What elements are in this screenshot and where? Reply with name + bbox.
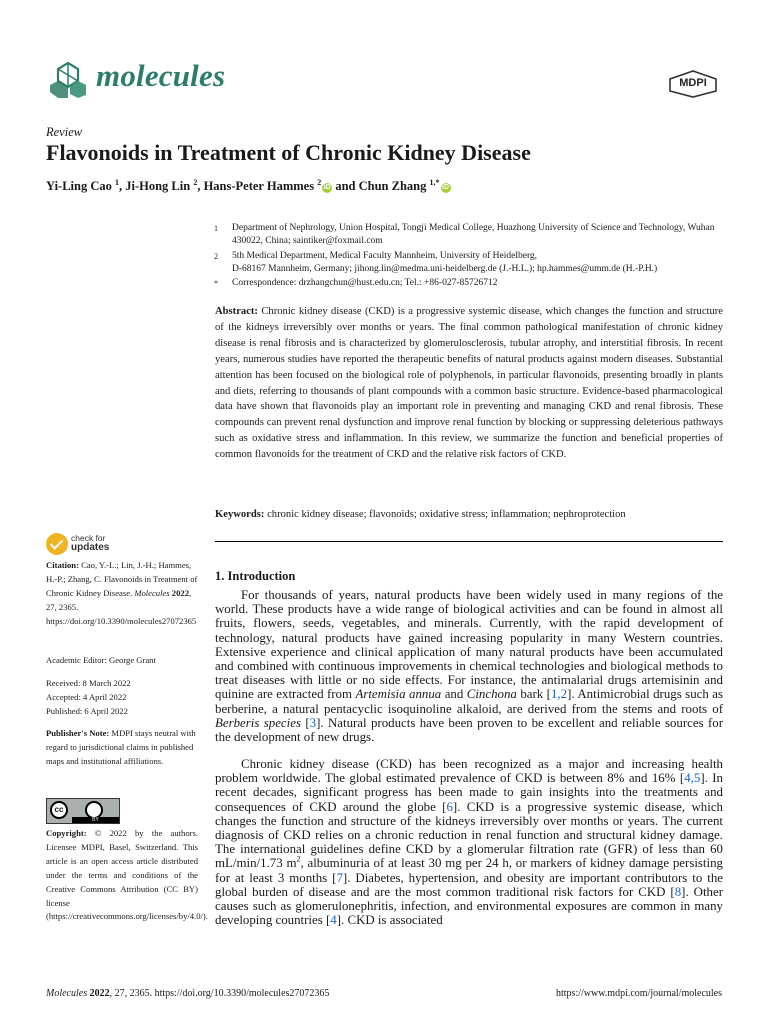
affiliation-text: 5th Medical Department, Medical Faculty Mannheim, University of Heidelberg, <box>232 251 538 261</box>
citation-doi[interactable]: , 27, 2365. https://doi.org/10.3390/molecules27072365 <box>46 587 197 626</box>
check-updates-label-2: updates <box>71 542 110 553</box>
copyright-text: © 2022 by the authors. Licensee MDPI, Basel, Switzerland. This article is an open access article distributed under the terms and conditions of the Creative Commons Attribution (CC BY) license (https://creativecommons.org/licenses/by/4.0/). <box>46 828 208 922</box>
footer-year: 2022 <box>89 988 110 999</box>
author-name[interactable]: Chun Zhang <box>358 179 427 193</box>
copyright-label: Copyright: <box>46 828 87 838</box>
paragraph-text: and <box>441 687 467 702</box>
cc-by-license-badge[interactable] <box>46 798 120 824</box>
received-date: Received: 8 March 2022 <box>46 678 131 688</box>
author-affiliation-mark: 1,* <box>429 177 440 187</box>
abstract-text: Chronic kidney disease (CKD) is a progressive systemic disease, which changes the function and structure of the kidneys irreversibly over months or years. The final common pathological manifestation of chronic kidney disease is renal fibrosis and is characterized by glomerulosclerosis, tubular atrophy, and interstitial fibrosis. In recent years, numerous studies have reported the therapeutic benefits of natural products against modern diseases. Substantial attention has been focused on the biological role of polyphenols, in particular flavonoids, presenting broadly in plants and diets, referring to thousands of plant compounds with a common basic structure. Evidence-based pharmacological data have shown that flavonoids play an important role in preventing and managing CKD and renal fibrosis. These compounds can prevent renal dysfunction and improve renal function by blocking or suppressing deleterious pathways such as oxidative stress and inflammation. In this review, we summarize the function and beneficial properties of common flavonoids for the treatment of CKD and the relative risk factors of CKD. <box>215 306 723 461</box>
publisher-name: MDPI <box>679 77 707 89</box>
author-affiliation-mark: 1 <box>115 177 119 187</box>
correspondence-text: Correspondence: drzhangchun@hust.edu.cn; Tel.: +86-027-85726712 <box>232 278 498 288</box>
journal-logo-icon <box>46 60 90 100</box>
cc-icon: cc <box>50 801 68 819</box>
check-updates-icon <box>46 533 68 555</box>
reference-link[interactable]: 4 <box>330 913 337 928</box>
citation <box>46 559 198 629</box>
paragraph-text: ]. CKD is a progressive systemic disease, which changes the function and structure of the kidneys irreversibly over months or years. The current diagnosis of CKD relies on a chronic reduction in renal function and structural kidney damage. The international guidelines define CKD by a glomerular filtration rate (GFR) of less than 60 mL/min/1.73 m <box>215 799 723 871</box>
abstract <box>215 304 723 463</box>
species-name: Berberis species <box>215 715 301 730</box>
author-list: Yi-Ling Cao $^1$, Ji-Hong Lin $^2$, Hans-Peter Hammes $^2$iD and Chun Zhang $^{1,*}$iD <box>46 177 449 193</box>
article-type: Review <box>46 125 83 139</box>
paragraph-text: ]. Natural products have been proven to be excellent and reliable sources for the development of new drugs. <box>215 715 724 745</box>
reference-link[interactable]: 8 <box>674 884 682 899</box>
abstract-label: Abstract: <box>215 306 258 317</box>
reference-link[interactable]: 6 <box>446 799 453 814</box>
orcid-icon[interactable]: iD <box>323 184 331 191</box>
keywords <box>215 509 723 520</box>
author-affiliation-mark: 2 <box>317 177 322 187</box>
paragraph-text: ]. Other causes such as glomerulonephritis, infection, and environmental exposures are common in many developing countries [ <box>215 884 723 928</box>
published-date: Published: 6 April 2022 <box>46 706 128 716</box>
paragraph-text: ]. Diabetes, hypertension, and obesity are important contributors to the global burden of disease and are the most common traditional risk factors for CKD [ <box>215 870 723 899</box>
publishers-note-text: MDPI stays neutral with regard to jurisdictional claims in published maps and institutional affiliations. <box>46 728 196 766</box>
author-affiliation-mark: 2 <box>193 177 198 187</box>
footer-doi[interactable]: , 27, 2365. https://doi.org/10.3390/molecules27072365 <box>109 988 330 999</box>
author-name[interactable]: Hans-Peter Hammes <box>203 179 315 193</box>
divider <box>215 541 723 542</box>
reference-link[interactable]: 4,5 <box>684 771 701 786</box>
citation-journal: Molecules <box>134 587 170 598</box>
citation-label: Citation: <box>46 560 79 570</box>
species-name: Artemisia annua <box>355 687 442 702</box>
keywords-text: chronic kidney disease; flavonoids; oxidative stress; inflammation; nephroprotection <box>267 509 626 520</box>
reference-link[interactable]: 7 <box>336 870 343 885</box>
paragraph-text: Chronic kidney disease (CKD) has been recognized as a major and increasing health problem worldwide. The global estimated prevalence of CKD is between 8% and 16% [ <box>215 757 723 786</box>
paragraph-text: ]. In recent decades, significant progress has been made to gain insights into the treatments and consequences of CKD around the globe [ <box>215 771 723 814</box>
footer-journal-url[interactable]: https://www.mdpi.com/journal/molecules <box>556 988 722 999</box>
reference-link[interactable]: 1,2 <box>550 687 568 702</box>
citation-year: 2022 <box>171 587 189 598</box>
paragraph-text: ]. Antimicrobial drugs such as berberine, a natural pentacyclic isoquinoline alkaloid, are derived from the stems and roots of <box>215 687 723 716</box>
keywords-label: Keywords: <box>215 509 265 520</box>
check-for-updates-button[interactable] <box>46 533 146 557</box>
by-label: BY <box>72 817 119 823</box>
paragraph-text: For thousands of years, natural products have been widely used in many regions of the world. These products have a wide range of biological activities and can be found in almost all fruits, flowers, seeds, vegetables, and minerals. Currently, with the rapid development of technology, natural products have gained increasing popularity in many Western countries. Extensive experience and clinical application of many natural products have been accumulated and combined with continuous improvements in chemical technologies and biological methods to treat diseases with little or no side effects. For instance, the antimalarial drugs artemisinin and quinine are extracted from <box>215 588 723 702</box>
orcid-icon[interactable]: iD <box>442 184 449 191</box>
paragraph-text: , albuminuria of at least 30 mg per 24 h, or markers of kidney damage persisting for at least 3 months [ <box>215 856 723 885</box>
academic-editor: Academic Editor: George Grant <box>46 655 156 665</box>
species-name: Cinchona <box>466 687 517 702</box>
superscript: 2 <box>296 855 301 865</box>
journal-name: molecules <box>96 58 226 93</box>
citation-text: Cao, Y.-L.; Lin, J.-H.; Hammes, H.-P.; Zhang, C. Flavonoids in Treatment of Chronic Kidney Disease. <box>46 560 198 598</box>
footer-journal: Molecules <box>46 988 88 999</box>
author-name[interactable]: Yi-Ling Cao <box>46 179 112 193</box>
check-updates-label-1: check for <box>71 533 106 543</box>
accepted-date: Accepted: 4 April 2022 <box>46 692 127 702</box>
footer-citation <box>46 988 329 999</box>
affiliation-mark: 1 <box>214 224 218 233</box>
copyright <box>46 827 208 924</box>
affiliation-text: Department of Nephrology, Union Hospital, Tongji Medical College, Huazhong University of Science and Technology, Wuhan 430022, China; saintiker@foxmail.com <box>232 223 715 246</box>
publishers-note <box>46 727 198 769</box>
paragraph-text: [ <box>300 715 310 730</box>
affiliation-mark: * <box>214 279 218 288</box>
paragraph-1 <box>215 588 723 744</box>
article-title: Flavonoids in Treatment of Chronic Kidney Disease <box>46 140 531 165</box>
reference-link[interactable]: 3 <box>309 715 317 730</box>
affiliation-mark: 2 <box>214 252 218 261</box>
paragraph-text: bark [ <box>516 687 551 702</box>
publishers-note-label: Publisher's Note: <box>46 728 110 738</box>
author-name[interactable]: Ji-Hong Lin <box>125 179 191 193</box>
paragraph-2 <box>215 757 723 927</box>
section-heading: 1. Introduction <box>215 569 296 583</box>
paragraph-text: ]. CKD is associated <box>336 913 443 928</box>
affiliation-text: D-68167 Mannheim, Germany; jihong.lin@medma.uni-heidelberg.de (J.-H.L.); hp.hammes@umm.de (H.-P.H.) <box>232 264 658 274</box>
